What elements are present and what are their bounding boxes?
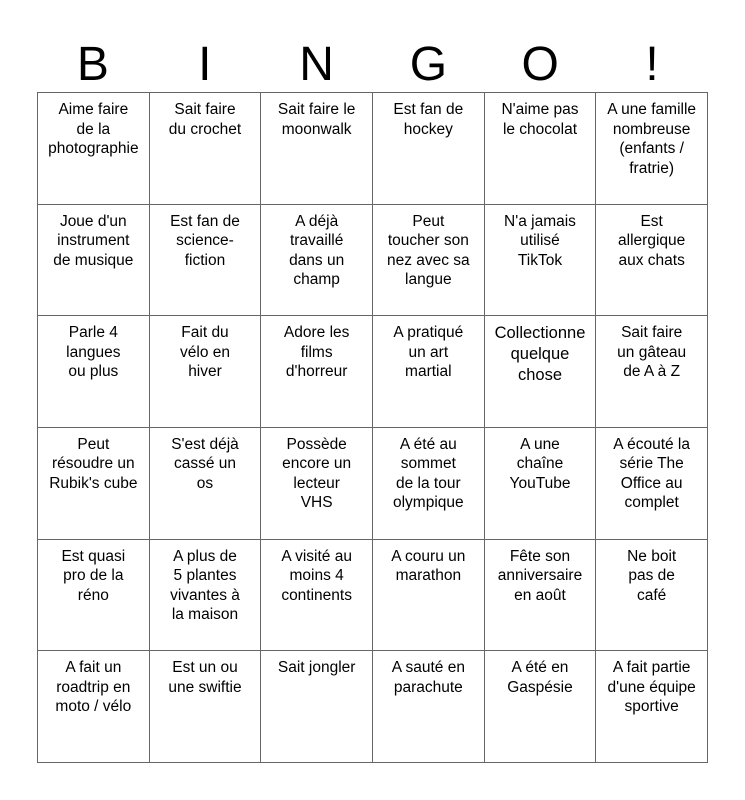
bingo-cell[interactable] xyxy=(150,428,262,540)
title-letter-o: O xyxy=(521,38,559,91)
bingo-cell[interactable] xyxy=(596,205,708,317)
bingo-cell[interactable] xyxy=(38,540,150,652)
bingo-cell-text: Fête son anniversaire en août xyxy=(497,547,583,604)
bingo-cell-text: A sauté en parachute xyxy=(391,659,465,696)
bingo-cell[interactable] xyxy=(596,93,708,205)
bingo-cell-text: Possède encore un lecteur VHS xyxy=(282,435,352,512)
bingo-cell[interactable] xyxy=(373,428,485,540)
bingo-cell[interactable] xyxy=(38,93,150,205)
bingo-cell[interactable] xyxy=(150,316,262,428)
bingo-cell[interactable] xyxy=(150,205,262,317)
bingo-cell-text: A été en Gaspésie xyxy=(507,659,573,696)
bingo-cell[interactable] xyxy=(485,428,597,540)
bingo-cell-text: A visité au moins 4 continents xyxy=(281,547,352,604)
bingo-cell[interactable] xyxy=(596,651,708,763)
bingo-cell-text: Parle 4 langues ou plus xyxy=(66,324,121,381)
title-letter-n: N xyxy=(299,38,334,91)
bingo-cell[interactable] xyxy=(485,540,597,652)
bingo-cell-text: Sait faire un gâteau de A à Z xyxy=(617,324,687,381)
bingo-cell-text: N'aime pas le chocolat xyxy=(501,101,579,138)
bingo-cell-text: Ne boit pas de café xyxy=(627,547,677,604)
bingo-cell[interactable] xyxy=(261,93,373,205)
bingo-cell[interactable] xyxy=(261,651,373,763)
bingo-cell[interactable] xyxy=(150,93,262,205)
bingo-cell-text: Peut toucher son nez avec sa langue xyxy=(386,212,470,289)
bingo-cell-text: Adore les films d'horreur xyxy=(283,324,350,381)
bingo-cell-text: S'est déjà cassé un os xyxy=(171,435,239,492)
bingo-cell-text: A couru un marathon xyxy=(391,547,466,585)
bingo-cell-text: Collectionne quelque chose xyxy=(494,324,586,385)
bingo-cell-text: A été au sommet de la tour olympique xyxy=(392,435,464,512)
bingo-cell-text: A une famille nombreuse (enfants / fratrie) xyxy=(607,101,697,177)
bingo-cell-text: A fait partie d'une équipe sportive xyxy=(607,659,696,716)
bingo-cell-text: A une chaîne YouTube xyxy=(509,435,571,492)
bingo-cell[interactable] xyxy=(261,205,373,317)
bingo-cell-text: A déjà travaillé dans un champ xyxy=(289,212,345,289)
bingo-cell-text: Est un ou une swiftie xyxy=(168,659,242,696)
bingo-cell[interactable] xyxy=(373,93,485,205)
bingo-cell[interactable] xyxy=(38,316,150,428)
bingo-cell-text: A plus de 5 plantes vivantes à la maison xyxy=(170,547,240,624)
bingo-cell[interactable] xyxy=(261,428,373,540)
title-letter-i: I xyxy=(198,38,212,91)
bingo-cell[interactable] xyxy=(596,316,708,428)
bingo-cell[interactable] xyxy=(38,205,150,317)
bingo-cell-text: Aime faire de la photographie xyxy=(48,101,139,157)
bingo-cell-text: Joue d'un instrument de musique xyxy=(53,212,134,269)
bingo-cell-text: A pratiqué un art martial xyxy=(393,324,464,381)
bingo-cell[interactable] xyxy=(373,540,485,652)
bingo-cell[interactable] xyxy=(150,651,262,763)
bingo-cell-text: Peut résoudre un Rubik's cube xyxy=(49,435,138,492)
bingo-cell[interactable] xyxy=(150,540,262,652)
bingo-cell[interactable] xyxy=(38,651,150,763)
bingo-cell-text: A fait un roadtrip en moto / vélo xyxy=(55,659,132,716)
title-letter-exclamation: ! xyxy=(645,38,659,91)
bingo-cell[interactable] xyxy=(485,316,597,428)
bingo-cell-text: Est allergique aux chats xyxy=(618,212,686,269)
bingo-cell-text: A écouté la série The Office au complet xyxy=(613,435,690,512)
bingo-cell[interactable] xyxy=(373,651,485,763)
bingo-cell[interactable] xyxy=(261,316,373,428)
bingo-cell-text: Est quasi pro de la réno xyxy=(61,547,126,604)
bingo-cell-text: Sait faire le moonwalk xyxy=(277,101,356,138)
title-letter-g: G xyxy=(409,38,448,91)
bingo-cell[interactable] xyxy=(38,428,150,540)
bingo-cell[interactable] xyxy=(485,205,597,317)
bingo-cell-text: Fait du vélo en hiver xyxy=(180,324,230,381)
bingo-cell[interactable] xyxy=(485,93,597,205)
bingo-cell-text: Sait jongler xyxy=(277,659,356,677)
bingo-cell-text: Est fan de hockey xyxy=(393,101,464,138)
bingo-cell-text: Est fan de science- fiction xyxy=(170,212,240,269)
bingo-cell[interactable] xyxy=(596,540,708,652)
bingo-cell[interactable] xyxy=(373,316,485,428)
bingo-grid xyxy=(37,92,708,763)
bingo-cell-text: Sait faire du crochet xyxy=(168,101,242,138)
bingo-cell[interactable] xyxy=(373,205,485,317)
bingo-cell[interactable] xyxy=(596,428,708,540)
bingo-cell[interactable] xyxy=(485,651,597,763)
bingo-title xyxy=(37,36,708,94)
bingo-cell[interactable] xyxy=(261,540,373,652)
title-letter-b: B xyxy=(76,38,109,91)
bingo-cell-text: N'a jamais utilisé TikTok xyxy=(504,212,576,269)
